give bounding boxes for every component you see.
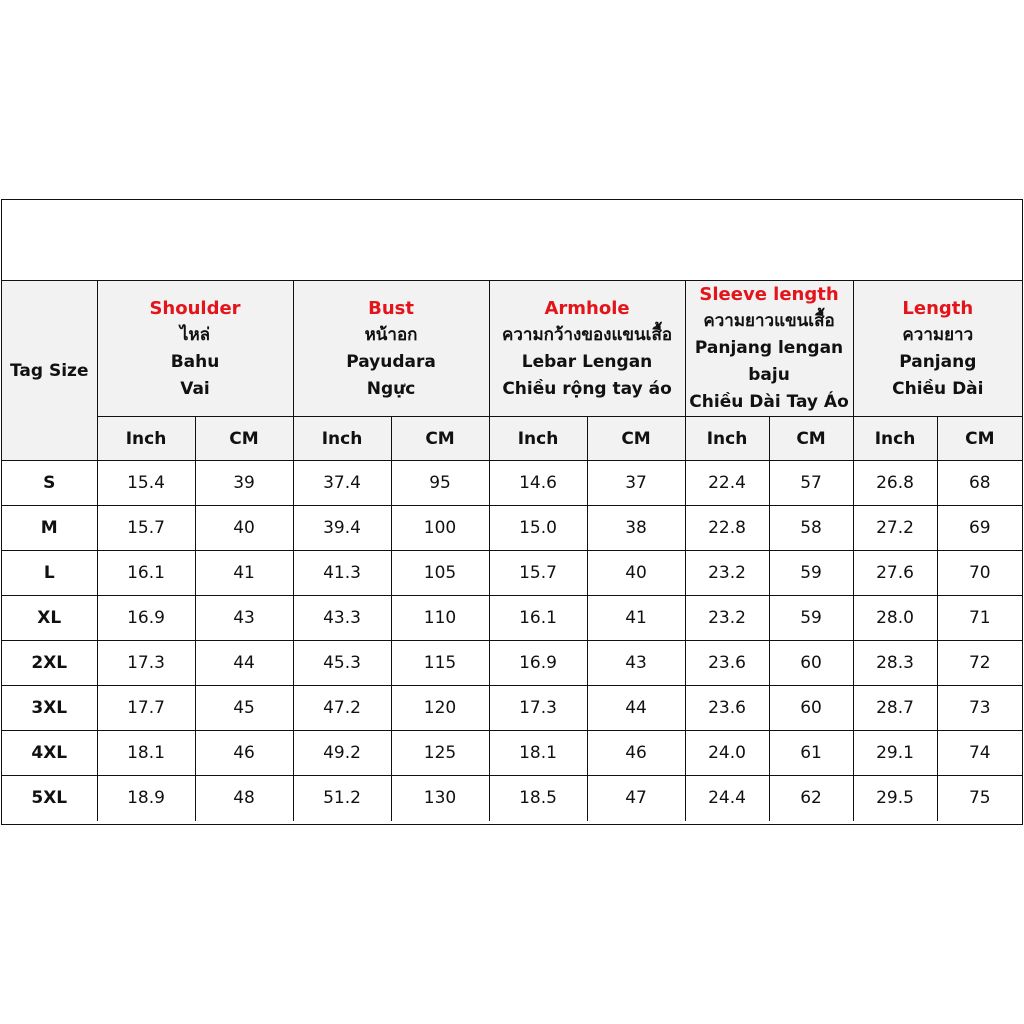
cm-value: 73 <box>937 686 1022 731</box>
inch-value: 23.2 <box>685 551 769 596</box>
bust-header <box>293 281 489 417</box>
cm-value: 57 <box>769 461 853 506</box>
bust-vietnamese: Ngực <box>366 378 416 399</box>
table-row <box>2 641 1022 686</box>
inch-value: 27.2 <box>853 506 937 551</box>
cm-value: 130 <box>391 776 489 821</box>
cm-value: 59 <box>769 551 853 596</box>
sleeve-length-malay-1: Panjang lengan <box>694 338 844 358</box>
unit-inch: Inch <box>685 417 769 461</box>
inch-value: 17.7 <box>97 686 195 731</box>
shoulder-header <box>97 281 293 417</box>
armhole-header <box>489 281 685 417</box>
unit-cm: CM <box>391 417 489 461</box>
table-row <box>2 686 1022 731</box>
inch-value: 16.9 <box>97 596 195 641</box>
unit-inch: Inch <box>293 417 391 461</box>
shoulder-thai: ไหล่ <box>179 324 211 345</box>
inch-value: 18.1 <box>97 731 195 776</box>
cm-value: 72 <box>937 641 1022 686</box>
sleeve-length-thai: ความยาวแขนเสื้อ <box>703 311 835 331</box>
inch-value: 26.8 <box>853 461 937 506</box>
sleeve-length-malay-2: baju <box>748 365 790 385</box>
table-row <box>2 776 1022 821</box>
inch-value: 49.2 <box>293 731 391 776</box>
cm-value: 41 <box>195 551 293 596</box>
cm-value: 47 <box>587 776 685 821</box>
table-row <box>2 596 1022 641</box>
inch-value: 18.9 <box>97 776 195 821</box>
inch-value: 23.6 <box>685 686 769 731</box>
cm-value: 60 <box>769 641 853 686</box>
unit-inch: Inch <box>489 417 587 461</box>
cm-value: 58 <box>769 506 853 551</box>
unit-cm: CM <box>587 417 685 461</box>
table-row <box>2 461 1022 506</box>
cm-value: 69 <box>937 506 1022 551</box>
size-label: M <box>2 506 97 551</box>
inch-value: 14.6 <box>489 461 587 506</box>
cm-value: 59 <box>769 596 853 641</box>
inch-value: 16.1 <box>489 596 587 641</box>
size-label: L <box>2 551 97 596</box>
inch-value: 28.3 <box>853 641 937 686</box>
inch-value: 28.0 <box>853 596 937 641</box>
size-label: XL <box>2 596 97 641</box>
inch-value: 45.3 <box>293 641 391 686</box>
inch-value: 24.4 <box>685 776 769 821</box>
inch-value: 27.6 <box>853 551 937 596</box>
inch-value: 15.0 <box>489 506 587 551</box>
inch-value: 17.3 <box>489 686 587 731</box>
shoulder-title: Shoulder <box>149 297 241 319</box>
cm-value: 75 <box>937 776 1022 821</box>
cm-value: 40 <box>587 551 685 596</box>
inch-value: 47.2 <box>293 686 391 731</box>
inch-value: 18.1 <box>489 731 587 776</box>
inch-value: 23.2 <box>685 596 769 641</box>
cm-value: 60 <box>769 686 853 731</box>
length-malay: Panjang <box>899 351 977 372</box>
cm-value: 38 <box>587 506 685 551</box>
cm-value: 48 <box>195 776 293 821</box>
inch-value: 28.7 <box>853 686 937 731</box>
inch-value: 51.2 <box>293 776 391 821</box>
length-vietnamese: Chiều Dài <box>892 378 984 399</box>
cm-value: 46 <box>587 731 685 776</box>
cm-value: 37 <box>587 461 685 506</box>
cm-value: 71 <box>937 596 1022 641</box>
size-label: 5XL <box>2 776 97 821</box>
cm-value: 43 <box>587 641 685 686</box>
inch-value: 22.8 <box>685 506 769 551</box>
group-header-row <box>2 281 1022 417</box>
inch-value: 15.4 <box>97 461 195 506</box>
cm-value: 74 <box>937 731 1022 776</box>
cm-value: 115 <box>391 641 489 686</box>
cm-value: 100 <box>391 506 489 551</box>
tag-size-header: Tag Size <box>2 281 97 461</box>
inch-value: 15.7 <box>489 551 587 596</box>
size-table <box>2 281 1022 821</box>
chart-title-band <box>2 200 1022 281</box>
cm-value: 44 <box>195 641 293 686</box>
inch-value: 39.4 <box>293 506 391 551</box>
size-label: S <box>2 461 97 506</box>
inch-value: 16.9 <box>489 641 587 686</box>
unit-header-row <box>2 417 1022 461</box>
inch-value: 22.4 <box>685 461 769 506</box>
inch-value: 15.7 <box>97 506 195 551</box>
armhole-vietnamese: Chiều rộng tay áo <box>502 378 672 399</box>
table-row <box>2 551 1022 596</box>
sleeve-length-vietnamese: Chiều Dài Tay Áo <box>689 392 849 412</box>
bust-malay: Payudara <box>346 351 436 372</box>
cm-value: 120 <box>391 686 489 731</box>
cm-value: 95 <box>391 461 489 506</box>
armhole-title: Armhole <box>544 297 630 319</box>
inch-value: 41.3 <box>293 551 391 596</box>
inch-value: 37.4 <box>293 461 391 506</box>
size-label: 2XL <box>2 641 97 686</box>
size-chart <box>1 199 1023 825</box>
length-header <box>853 281 1022 417</box>
inch-value: 23.6 <box>685 641 769 686</box>
table-row <box>2 506 1022 551</box>
sleeve-length-header <box>685 281 853 417</box>
inch-value: 29.5 <box>853 776 937 821</box>
bust-title: Bust <box>368 297 414 319</box>
cm-value: 43 <box>195 596 293 641</box>
size-rows <box>2 461 1022 821</box>
inch-value: 24.0 <box>685 731 769 776</box>
unit-inch: Inch <box>853 417 937 461</box>
cm-value: 61 <box>769 731 853 776</box>
cm-value: 41 <box>587 596 685 641</box>
unit-cm: CM <box>769 417 853 461</box>
cm-value: 40 <box>195 506 293 551</box>
size-label: 4XL <box>2 731 97 776</box>
cm-value: 62 <box>769 776 853 821</box>
length-thai: ความยาว <box>902 324 974 345</box>
cm-value: 44 <box>587 686 685 731</box>
shoulder-vietnamese: Vai <box>180 378 210 399</box>
inch-value: 43.3 <box>293 596 391 641</box>
cm-value: 68 <box>937 461 1022 506</box>
bust-thai: หน้าอก <box>364 324 418 345</box>
unit-inch: Inch <box>97 417 195 461</box>
inch-value: 29.1 <box>853 731 937 776</box>
table-row <box>2 731 1022 776</box>
length-title: Length <box>902 297 974 319</box>
cm-value: 70 <box>937 551 1022 596</box>
armhole-malay: Lebar Lengan <box>521 351 653 372</box>
inch-value: 17.3 <box>97 641 195 686</box>
shoulder-malay: Bahu <box>170 351 220 372</box>
cm-value: 45 <box>195 686 293 731</box>
cm-value: 125 <box>391 731 489 776</box>
cm-value: 46 <box>195 731 293 776</box>
unit-cm: CM <box>937 417 1022 461</box>
inch-value: 16.1 <box>97 551 195 596</box>
inch-value: 18.5 <box>489 776 587 821</box>
size-label: 3XL <box>2 686 97 731</box>
armhole-thai: ความกว้างของแขนเสื้อ <box>501 324 673 345</box>
cm-value: 110 <box>391 596 489 641</box>
unit-cm: CM <box>195 417 293 461</box>
cm-value: 39 <box>195 461 293 506</box>
sleeve-length-title: Sleeve length <box>699 284 839 305</box>
cm-value: 105 <box>391 551 489 596</box>
